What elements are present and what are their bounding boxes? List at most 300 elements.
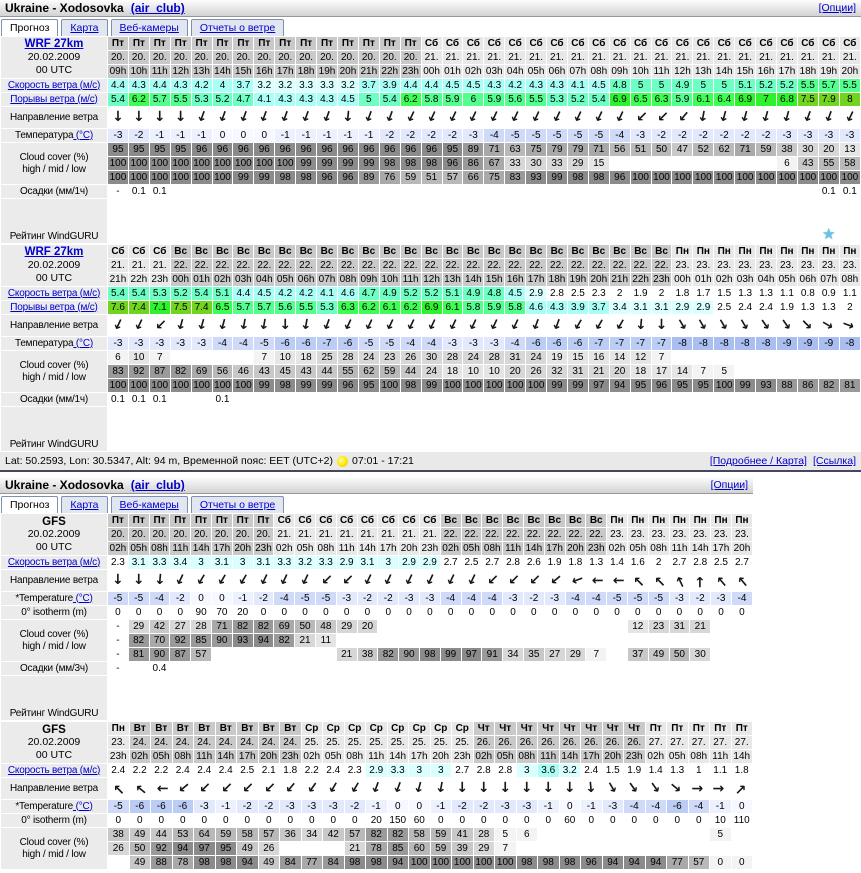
date-header-cell: 23.	[607, 528, 627, 541]
wind-gusts-cell: 7.6	[108, 301, 128, 314]
day-header-cell: Пт	[380, 37, 400, 50]
wind-speed-label-part[interactable]: (м/с)	[77, 79, 101, 91]
cloud-low-cell: 84	[280, 856, 301, 869]
wind-speed-cell: 2.9	[526, 287, 546, 300]
wind-direction-arrow: ↓	[109, 315, 127, 335]
cloud-low-cell: 97	[462, 648, 482, 661]
cloud-low-cell: 99	[254, 379, 274, 392]
day-header-cell: Сб	[150, 245, 170, 258]
wind-speed-label-part[interactable]: (м/с)	[77, 287, 101, 299]
zero-isotherm-cell: 0	[447, 606, 454, 618]
precipitation-cell	[443, 185, 463, 198]
cloud-mid-cell	[607, 634, 627, 647]
cloud-high-cell: 26	[401, 351, 421, 364]
date-header-cell: 22.	[441, 528, 461, 541]
rating-cell	[505, 199, 525, 243]
wind-gusts-label-part[interactable]: Порывы ветра	[10, 93, 75, 105]
cloud-high-cell	[560, 828, 581, 841]
zero-isotherm-cell: 0	[609, 814, 616, 826]
cloud-high-cell	[735, 351, 755, 364]
temperature-cell: -3	[108, 337, 128, 350]
cloud-mid-cell	[358, 634, 378, 647]
wind-speed-cell: 4.5	[463, 79, 483, 92]
wind-direction-cell	[840, 315, 860, 336]
temperature-cell: -2	[422, 129, 442, 142]
cloud-high-cell: 95	[129, 143, 149, 156]
day-header-cell: Вс	[503, 514, 523, 527]
temperature-cell: -3	[840, 129, 860, 142]
hour-header-cell: 14h	[733, 750, 751, 762]
cloud-low-cell	[254, 648, 274, 661]
zero-isotherm-cell: 0	[739, 606, 745, 618]
precipitation-cell	[672, 393, 692, 406]
date-header-cell: 27.	[710, 736, 731, 749]
wind-direction-arrow: ↓	[298, 107, 315, 127]
cloud-mid-cell: -	[116, 634, 120, 646]
cloud-high-cell	[840, 351, 860, 364]
temperature-cell: 0	[191, 592, 211, 605]
cloud-high-cell: 96	[317, 143, 337, 156]
cloud-high-cell: 23	[649, 620, 669, 633]
cloud-high-cell: 71	[212, 620, 232, 633]
wind-speed-label-part[interactable]: Скорость ветра	[7, 287, 78, 299]
precipitation-cell	[484, 393, 504, 406]
precipitation-cell	[524, 662, 544, 675]
temperature-cell: -3	[337, 592, 357, 605]
options-link[interactable]: [Опции]	[710, 479, 748, 491]
wind-speed-label-part[interactable]: Скорость ветра	[7, 556, 78, 568]
day-header-cell: Пн	[670, 514, 690, 527]
hour-header-cell: 13h	[193, 65, 210, 77]
wind-direction-cell	[171, 315, 191, 336]
permalink-link[interactable]: [Ссылка]	[812, 455, 856, 467]
precipitation-cell	[840, 393, 860, 406]
wind-gusts-cell: 2	[840, 301, 860, 314]
hour-header-cell: 07h	[318, 273, 336, 285]
wind-speed-cell: 5.1	[735, 79, 755, 92]
hour-header-cell: 03h	[235, 273, 252, 285]
precipitation-cell	[254, 185, 274, 198]
wind-speed-cell: 5.1	[443, 287, 463, 300]
precipitation-cell	[233, 185, 253, 198]
wind-direction-arrow: ↓	[214, 107, 231, 127]
temperature-label-part[interactable]: (°C)	[73, 337, 94, 349]
cloud-low-cell	[316, 648, 336, 661]
date-header-cell: 22.	[401, 259, 421, 272]
cloud-low-cell: 100	[736, 171, 754, 183]
wind-gusts-cell: 4.1	[254, 93, 274, 106]
wind-direction-arrow: ↓	[257, 316, 272, 334]
day-header-cell: Сб	[443, 37, 463, 50]
rating-cell	[777, 199, 797, 243]
temperature-label-part[interactable]: (°C)	[72, 592, 93, 604]
cloud-low-cell: 98	[345, 856, 366, 869]
cloud-high-cell	[171, 351, 191, 364]
date-header-cell: 20.	[213, 51, 233, 64]
wind-direction-arrow: ↓	[611, 107, 629, 127]
hour-header-cell: 22h	[381, 65, 399, 77]
hour-header-cell: 11h	[402, 273, 419, 285]
cloud-low-cell: -	[116, 648, 120, 660]
day-header-cell: Вс	[296, 245, 316, 258]
header-date-row	[1, 259, 860, 272]
wind-speed-label-part[interactable]: (м/с)	[77, 764, 101, 776]
day-header-cell: Пн	[607, 514, 627, 527]
zero-isotherm-cell: 0	[614, 606, 620, 618]
wind-direction-cell	[213, 315, 233, 336]
temperature-label-part[interactable]: (°C)	[73, 129, 94, 141]
rating-cell	[401, 407, 421, 451]
cloud-high-cell: 62	[714, 143, 734, 156]
date-header-cell: 24.	[173, 736, 194, 749]
cloud-low-cell: 100	[214, 171, 231, 183]
hour-header-cell: 02h	[475, 750, 493, 762]
wind-direction-cell	[505, 315, 525, 336]
wind-speed-cell: 4.6	[338, 287, 358, 300]
wind-speed-cell: 0.8	[798, 287, 818, 300]
wind-direction-arrow: ↓	[171, 570, 190, 590]
cloud-high-cell	[545, 620, 565, 633]
temperature-cell: -5	[316, 592, 336, 605]
precipitation-cell: 0.1	[152, 393, 167, 405]
rating-cell	[631, 407, 651, 451]
cloud-high-cell	[581, 828, 602, 841]
rating-cell	[690, 676, 710, 720]
day-header-cell: Пн	[735, 245, 755, 258]
wind-direction-arrow: ↓	[590, 107, 608, 127]
precipitation-cell: 0.1	[215, 393, 230, 405]
wind-direction-cell	[422, 315, 442, 336]
wind-speed-cell: 2.8	[474, 764, 495, 777]
temperature-cell: -2	[693, 129, 713, 142]
wind-direction-arrow: ↓	[711, 782, 728, 795]
cloud-mid-cell: 86	[463, 157, 483, 170]
model-info	[1, 722, 107, 763]
wind-direction-cell	[652, 107, 672, 128]
tab-forecast[interactable]: Прогноз	[1, 19, 58, 36]
rating-cell	[652, 407, 672, 451]
cloud-mid-cell: 31	[568, 365, 588, 378]
wind-gusts-cell: 5.3	[547, 93, 567, 106]
temperature-cell: -9	[777, 337, 797, 350]
cloud-mid-cell: 44	[317, 365, 337, 378]
wind-direction-cell	[366, 778, 387, 799]
cloud-low-cell: 98	[568, 171, 588, 184]
wind-direction-arrow: ↓	[318, 315, 336, 335]
cloud-low-cell: 88	[151, 856, 172, 869]
wind-gusts-label-part[interactable]: Порывы ветра	[10, 301, 75, 313]
model-link[interactable]: WRF 27km	[24, 38, 84, 50]
temperature-cell: -4	[462, 592, 482, 605]
cloud-high-cell: 48	[316, 620, 336, 633]
precipitation-cell	[798, 185, 818, 198]
day-header-cell: Пт	[359, 37, 379, 50]
wind-speed-label-part[interactable]: Скорость ветра	[7, 79, 78, 91]
options-link[interactable]: [Опции]	[818, 2, 856, 14]
zero-isotherm-cell: 0	[343, 606, 350, 618]
wind-speed-label-part[interactable]: (м/с)	[77, 556, 101, 568]
day-header-cell: Пт	[317, 37, 337, 50]
wind-direction-arrow: ↓	[756, 315, 776, 336]
hour-header-cell: 23h	[109, 750, 127, 762]
wind-speed-cell: 3.1	[212, 556, 232, 569]
wind-speed-cell: 1	[689, 764, 710, 777]
cloud-low-cell: 30	[690, 648, 710, 661]
cloud-low-cell: 83	[505, 171, 525, 184]
wind-direction-cell	[151, 778, 172, 799]
cloud-mid-cell: 82	[129, 634, 149, 647]
wind-gusts-cell: 6.2	[359, 301, 379, 314]
wind-direction-cell	[484, 107, 504, 128]
date-header-cell: 21.	[589, 51, 609, 64]
rating-cell	[295, 676, 315, 720]
date-header-cell: 24.	[280, 736, 301, 749]
wind-direction-cell	[631, 315, 651, 336]
day-header-cell: Пт	[150, 37, 170, 50]
temperature-cell: -3	[192, 337, 212, 350]
zero-isotherm-cell: 0	[260, 606, 267, 618]
hour-header-cell: 11h	[366, 750, 387, 763]
temperature-cell: -4	[732, 592, 752, 605]
cloud-high-cell: 12	[628, 620, 648, 633]
day-header-cell: Вс	[192, 245, 212, 258]
date-header-cell: 23.	[819, 259, 839, 272]
hour-header-cell: 11h	[653, 65, 670, 77]
zero-isotherm-row	[1, 814, 752, 827]
cloud-cover-label	[1, 351, 107, 392]
cloud-high-cell: 15	[568, 351, 588, 364]
wind-speed-cell: 3	[191, 556, 211, 569]
cloud-low-cell: 100	[715, 379, 733, 391]
day-header-cell: Сб	[108, 245, 128, 258]
wind-speed-cell: 2.2	[302, 764, 323, 777]
cloud-high-cell: 29	[337, 620, 357, 633]
tab-wind-reports[interactable]: Отчеты о ветре	[191, 19, 284, 36]
day-header-cell: Чт	[603, 722, 624, 735]
wind-direction-arrow: ↓	[130, 315, 148, 335]
wind-direction-arrow: ↓	[456, 780, 469, 796]
wind-speed-cell: 2	[652, 287, 672, 300]
cloud-high-cell	[441, 620, 461, 633]
wind-speed-cell: 2.6	[524, 556, 544, 569]
temperature-cell: -5	[295, 592, 315, 605]
hour-header-cell: 14h	[715, 65, 733, 77]
wind-speed-cell: 4.3	[547, 79, 567, 92]
precipitation-cell	[589, 393, 609, 406]
day-header-cell: Сб	[547, 37, 567, 50]
wind-gusts-cell: 6.3	[652, 93, 672, 106]
cloud-high-cell: 36	[280, 828, 301, 841]
spot-club-link[interactable]: (air_club)	[130, 478, 185, 492]
temperature-cell: -8	[756, 337, 776, 350]
hour-header-cell: 09h	[611, 65, 629, 77]
details-map-link[interactable]: [Подробнее / Карта]	[709, 455, 807, 467]
wind-direction-cell	[129, 315, 149, 336]
zero-isotherm-cell: 110	[733, 814, 750, 826]
precipitation-cell	[401, 185, 421, 198]
temperature-cell: -3	[603, 800, 624, 813]
tab-webcams[interactable]: Веб-камеры	[111, 19, 188, 36]
wind-gusts-label	[1, 93, 107, 106]
wind-gusts-cell: 1.3	[819, 301, 839, 314]
day-header-cell: Сб	[399, 514, 419, 527]
temperature-label-part: Температура	[14, 337, 74, 349]
wind-speed-cell: 1.8	[566, 556, 586, 569]
day-header-cell: Сб	[777, 37, 797, 50]
precipitation-cell	[275, 185, 295, 198]
wind-direction-arrow: ↓	[194, 778, 215, 798]
spot-club-link[interactable]: (air_club)	[130, 1, 185, 15]
precipitation-cell: 0.1	[842, 185, 857, 197]
wind-direction-cell	[714, 315, 734, 336]
day-header-cell: Сб	[798, 37, 818, 50]
day-header-cell: Сб	[505, 37, 525, 50]
cloud-low-cell: 96	[581, 856, 602, 869]
wind-direction-arrow: ↓	[673, 315, 692, 335]
cloud-mid-cell	[710, 842, 731, 855]
date-header-cell: 20.	[296, 51, 316, 64]
precipitation-cell	[192, 393, 212, 406]
day-header-cell: Вт	[280, 722, 301, 735]
hour-header-cell: 23h	[453, 750, 471, 762]
cloud-high-cell	[667, 828, 688, 841]
precipitation-cell	[777, 393, 797, 406]
wind-gusts-label-part[interactable]: (м/с)	[74, 301, 98, 313]
hour-header-cell: 05h	[296, 542, 314, 554]
tab-webcams[interactable]: Веб-камеры	[111, 496, 188, 513]
wind-direction-cell	[672, 315, 692, 336]
hour-header-cell: 12h	[423, 273, 440, 285]
cloud-high-cell: 59	[756, 143, 776, 156]
wind-gusts-label-part[interactable]: (м/с)	[74, 93, 98, 105]
temperature-cell: -1	[317, 129, 337, 142]
rating-cell	[735, 407, 755, 451]
wind-direction-arrow: ↓	[693, 315, 713, 335]
cloud-mid-cell: 18	[631, 365, 651, 378]
zero-isotherm-cell: 0	[136, 814, 143, 826]
precipitation-cell	[359, 393, 379, 406]
rating-cell	[420, 676, 440, 720]
wind-direction-cell	[431, 778, 452, 799]
temperature-cell: -4	[401, 337, 421, 350]
wind-direction-cell	[581, 778, 602, 799]
day-header-cell: Вс	[568, 245, 588, 258]
day-header-cell: Вс	[462, 514, 482, 527]
precipitation-cell	[317, 393, 337, 406]
cloud-low-cell: 99	[547, 171, 567, 184]
wind-direction-arrow: ↓	[132, 109, 145, 125]
wind-direction-arrow: ↓	[302, 778, 322, 799]
day-header-cell: Чт	[517, 722, 538, 735]
cloud-low-cell: 100	[674, 171, 691, 183]
date-header-cell: 23.	[690, 528, 710, 541]
rating-cell	[526, 407, 546, 451]
cloud-high-cell: 31	[505, 351, 525, 364]
wind-gusts-cell: 5.5	[526, 93, 546, 106]
cloud-low-cell: 94	[603, 856, 624, 869]
wind-direction-arrow: ↓	[358, 570, 377, 590]
cloud-low-cell: 76	[380, 171, 400, 184]
wind-direction-arrow: ↓	[524, 570, 544, 590]
wind-speed-cell: 2.9	[337, 556, 357, 569]
temperature-label-part[interactable]: (°C)	[72, 800, 93, 812]
cloud-cover-label-line2: high / mid / low	[22, 848, 86, 860]
date-header-cell: 21.	[108, 259, 128, 272]
wind-gusts-cell: 4.7	[233, 93, 253, 106]
wind-direction-arrow: ↓	[777, 315, 797, 336]
day-header-cell: Ср	[345, 722, 366, 735]
cloud-mid-cell	[538, 842, 559, 855]
wind-gusts-cell: 4.3	[296, 93, 316, 106]
precipitation-cell	[732, 662, 752, 675]
wind-direction-cell	[191, 570, 211, 591]
wind-speed-cell: 4.4	[422, 79, 442, 92]
cloud-high-cell: 69	[274, 620, 294, 633]
wind-gusts-cell: 6.2	[401, 93, 421, 106]
wind-speed-cell: 5.3	[150, 287, 170, 300]
day-header-cell: Сб	[589, 37, 609, 50]
precipitation-cell	[756, 393, 776, 406]
cloud-low-cell: 77	[302, 856, 323, 869]
wind-direction-cell	[589, 315, 609, 336]
precipitation-cell	[819, 393, 839, 406]
cloud-low-cell: 94	[646, 856, 667, 869]
temperature-cell: -1	[192, 129, 212, 142]
wind-direction-arrow: ↓	[443, 315, 462, 335]
tab-map[interactable]: Карта	[61, 496, 107, 513]
tab-map[interactable]: Карта	[61, 19, 107, 36]
cloud-low-cell: 100	[453, 856, 471, 868]
day-header-cell: Вс	[463, 245, 483, 258]
cloud-high-cell: 42	[150, 620, 170, 633]
model-link[interactable]: WRF 27km	[24, 246, 84, 258]
cloud-high-cell: 63	[505, 143, 525, 156]
hour-header-cell: 17h	[712, 542, 730, 554]
precipitation-cell	[672, 185, 692, 198]
cloud-mid-cell	[756, 157, 776, 170]
date-header-cell: 23.	[672, 259, 692, 272]
hour-header-cell: 13h	[444, 273, 461, 285]
hour-header-cell: 14h	[691, 542, 709, 554]
cloud-high-cell: 59	[216, 828, 237, 841]
tab-wind-reports[interactable]: Отчеты о ветре	[191, 496, 284, 513]
cloud-low-cell: 100	[475, 856, 493, 868]
cloud-high-cell: 53	[173, 828, 194, 841]
wind-direction-cell	[526, 315, 546, 336]
wind-speed-label-part[interactable]: Скорость ветра	[7, 764, 78, 776]
cloud-low-cell: 38	[358, 648, 378, 661]
wind-speed-cell: 2.7	[670, 556, 690, 569]
cloud-high-cell	[689, 828, 710, 841]
tab-forecast[interactable]: Прогноз	[1, 496, 58, 513]
wind-direction-cell	[667, 778, 688, 799]
precipitation-cell: 0.1	[131, 393, 146, 405]
wind-direction-arrow: ↓	[589, 315, 609, 335]
wind-direction-cell	[690, 570, 710, 591]
cloud-mid-cell	[735, 365, 755, 378]
day-header-cell: Вс	[652, 245, 672, 258]
cloud-high-cell: 6	[517, 828, 538, 841]
day-header-cell: Вс	[547, 245, 567, 258]
tab-bar	[0, 17, 861, 36]
precipitation-cell	[503, 662, 523, 675]
cloud-mid-cell	[732, 842, 753, 855]
cloud-high-cell: 28	[191, 620, 211, 633]
cloud-mid-cell: 96	[443, 157, 463, 170]
zero-isotherm-cell: 0	[676, 606, 683, 618]
hour-header-cell: 01h	[193, 273, 210, 285]
hour-header-cell: 17h	[379, 542, 397, 554]
